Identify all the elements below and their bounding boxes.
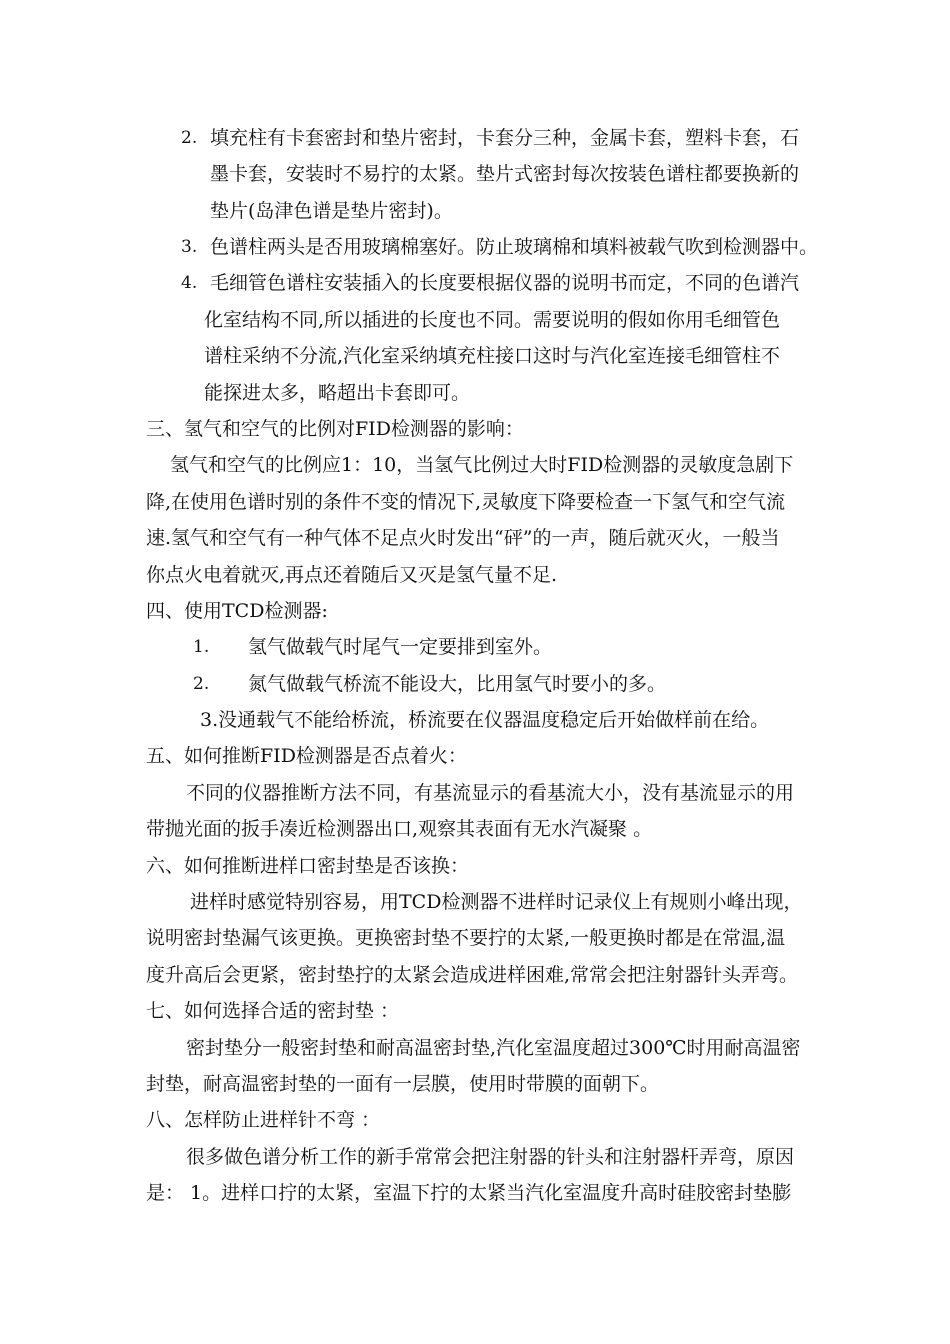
section-5-para-line-2: 带抛光面的扳手凑近检测器出口,观察其表面有无水汽凝聚 。 bbox=[146, 818, 653, 840]
section-3-para-line-3: 速.氢气和空气有一种气体不足点火时发出“砰”的一声，随后就灭火，一般当 bbox=[146, 527, 780, 549]
section-4-item-3: 3.没通载气不能给桥流，桥流要在仪器温度稳定后开始做样前在给。 bbox=[200, 709, 770, 731]
section-3-para-line-4: 你点火电着就灭,再点还着随后又灭是氢气量不足. bbox=[146, 564, 558, 586]
section-5-para-line-1: 不同的仪器推断方法不同，有基流显示的看基流大小，没有基流显示的用 bbox=[186, 782, 795, 804]
section-7-para-line-2: 封垫，耐高温密封垫的一面有一层膜，使用时带膜的面朝下。 bbox=[146, 1073, 660, 1095]
section-7-para-line-1: 密封垫分一般密封垫和耐高温密封垫,汽化室温度超过300℃时用耐高温密 bbox=[186, 1037, 801, 1059]
item-2-line-2: 墨卡套，安装时不易拧的太紧。垫片式密封每次按装色谱柱都要换新的 bbox=[210, 163, 800, 185]
section-4-item-2: 氮气做载气桥流不能设大，比用氢气时要小的多。 bbox=[248, 673, 667, 695]
section-3-para-line-1: 氢气和空气的比例应1：10，当氢气比例过大时FID检测器的灵敏度急剧下 bbox=[170, 454, 794, 476]
section-4-heading: 四、使用TCD检测器: bbox=[146, 600, 328, 622]
section-3-heading: 三、氢气和空气的比例对FID检测器的影响： bbox=[146, 418, 524, 440]
section-6-para-line-2: 说明密封垫漏气该更换。更换密封垫不要拧的太紧,一般更换时都是在常温,温 bbox=[146, 927, 786, 949]
section-8-para-line-2: 是： 1。进样口拧的太紧，室温下拧的太紧当汽化室温度升高时硅胶密封垫膨 bbox=[146, 1182, 792, 1204]
section-4-number-2: 2. bbox=[193, 674, 210, 694]
section-6-para-line-3: 度升高后会更紧，密封垫拧的太紧会造成进样困难,常常会把注射器针头弄弯。 bbox=[146, 964, 799, 986]
section-4-item-1: 氢气做载气时尾气一定要排到室外。 bbox=[248, 636, 553, 658]
section-6-para-line-1: 进样时感觉特别容易，用TCD检测器不进样时记录仪上有规则小峰出现， bbox=[190, 891, 803, 913]
item-number-4: 4. bbox=[181, 273, 198, 293]
item-number-3: 3. bbox=[181, 237, 198, 257]
item-number-2: 2. bbox=[181, 128, 198, 148]
item-2-line-1: 填充柱有卡套密封和垫片密封，卡套分三种，金属卡套，塑料卡套，石 bbox=[210, 127, 800, 149]
item-4-line-3: 谱柱采纳不分流,汽化室采纳填充柱接口这时与汽化室连接毛细管柱不 bbox=[204, 345, 781, 367]
section-8-para-line-1: 很多做色谱分析工作的新手常常会把注射器的针头和注射器杆弄弯，原因 bbox=[186, 1146, 795, 1168]
section-4-number-1: 1. bbox=[193, 637, 210, 657]
section-8-heading: 八、怎样防止进样针不弯 ： bbox=[146, 1109, 381, 1131]
item-4-line-4: 能探进太多，略超出卡套即可。 bbox=[204, 382, 471, 404]
section-3-para-line-2: 降,在使用色谱时别的条件不变的情况下,灵敏度下降要检查一下氢气和空气流 bbox=[146, 491, 786, 513]
section-6-heading: 六、如何推断进样口密封垫是否该换： bbox=[146, 855, 470, 877]
section-5-heading: 五、如何推断FID检测器是否点着火： bbox=[146, 745, 467, 767]
item-4-line-2: 化室结构不同,所以插进的长度也不同。需要说明的假如你用毛细管色 bbox=[204, 309, 781, 331]
item-2-line-3: 垫片(岛津色谱是垫片密封)。 bbox=[210, 200, 453, 222]
item-3-line-1: 色谱柱两头是否用玻璃棉塞好。防止玻璃棉和填料被载气吹到检测器中。 bbox=[210, 236, 819, 258]
item-4-line-1: 毛细管色谱柱安装插入的长度要根据仪器的说明书而定，不同的色谱汽 bbox=[210, 272, 800, 294]
section-7-heading: 七、如何选择合适的密封垫 ： bbox=[146, 1000, 400, 1022]
